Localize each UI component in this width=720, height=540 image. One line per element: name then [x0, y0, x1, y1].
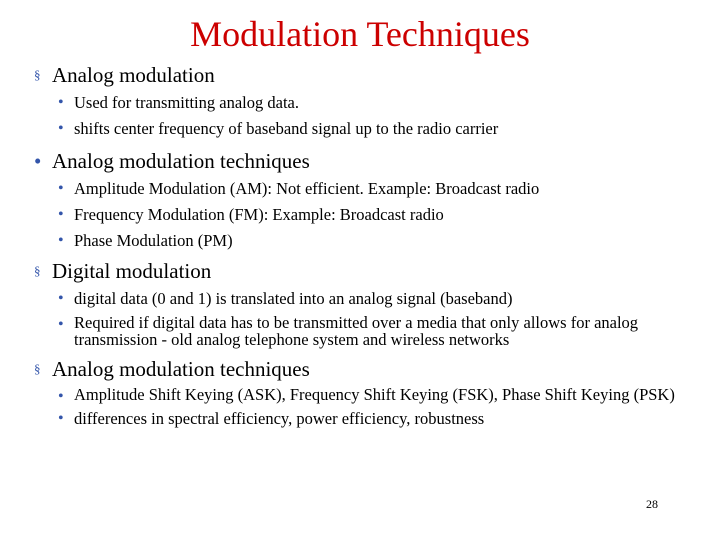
list-item — [54, 314, 694, 348]
list-item-text: Used for transmitting analog data. — [74, 93, 299, 112]
square-bullet-icon: § — [34, 67, 41, 82]
list-item-text: Frequency Modulation (FM): Example: Broadcast radio — [74, 205, 444, 224]
square-bullet-icon: § — [34, 361, 41, 376]
section-heading-analog-modulation-techniques — [34, 148, 694, 174]
page-number: 28 — [646, 497, 658, 511]
list-item — [54, 204, 694, 225]
list-item-text: Amplitude Modulation (AM): Not efficient. Example: Broadcast radio — [74, 179, 540, 198]
list-item-text: shifts center frequency of baseband signal up to the radio carrier — [74, 119, 499, 138]
list-item — [54, 408, 694, 429]
list-item — [54, 288, 694, 309]
list-item-text: digital data (0 and 1) is translated into an analog signal (baseband) — [74, 289, 513, 308]
section-heading-text: Digital modulation — [52, 259, 212, 283]
list-item — [54, 118, 694, 139]
section-heading-analog-modulation-techniques-2 — [34, 356, 694, 382]
list-item — [54, 178, 694, 199]
dot-bullet-icon: • — [58, 388, 64, 405]
slide-title: Modulation Techniques — [190, 14, 530, 54]
dot-bullet-icon: • — [58, 232, 64, 249]
dot-bullet-icon: • — [58, 316, 64, 333]
dot-bullet-icon: • — [58, 410, 64, 427]
dot-bullet-icon: • — [58, 290, 64, 307]
list-item-text: Required if digital data has to be transmitted over a media that only allows for analog transmission - old analog telephone system and wireless networks — [74, 313, 639, 349]
list-item-text: differences in spectral efficiency, power efficiency, robustness — [74, 409, 485, 428]
section-items — [34, 92, 694, 139]
dot-bullet-icon: • — [58, 94, 64, 111]
section-items — [34, 288, 694, 348]
list-item-text: Phase Modulation (PM) — [74, 231, 233, 250]
slide-content — [34, 62, 694, 434]
section-heading-text: Analog modulation techniques — [52, 149, 310, 173]
section-items — [34, 386, 694, 429]
round-bullet-icon: • — [34, 149, 42, 173]
list-item — [54, 230, 694, 251]
section-heading-digital-modulation — [34, 258, 694, 284]
dot-bullet-icon: • — [58, 206, 64, 223]
section-items — [34, 178, 694, 251]
section-heading-text: Analog modulation techniques — [52, 357, 310, 381]
dot-bullet-icon: • — [58, 120, 64, 137]
square-bullet-icon: § — [34, 263, 41, 278]
dot-bullet-icon: • — [58, 180, 64, 197]
section-heading-text: Analog modulation — [52, 63, 215, 87]
list-item-text: Amplitude Shift Keying (ASK), Frequency Shift Keying (FSK), Phase Shift Keying (PSK) — [74, 385, 675, 404]
list-item — [54, 92, 694, 113]
section-heading-analog-modulation — [34, 62, 694, 88]
list-item — [54, 386, 694, 403]
